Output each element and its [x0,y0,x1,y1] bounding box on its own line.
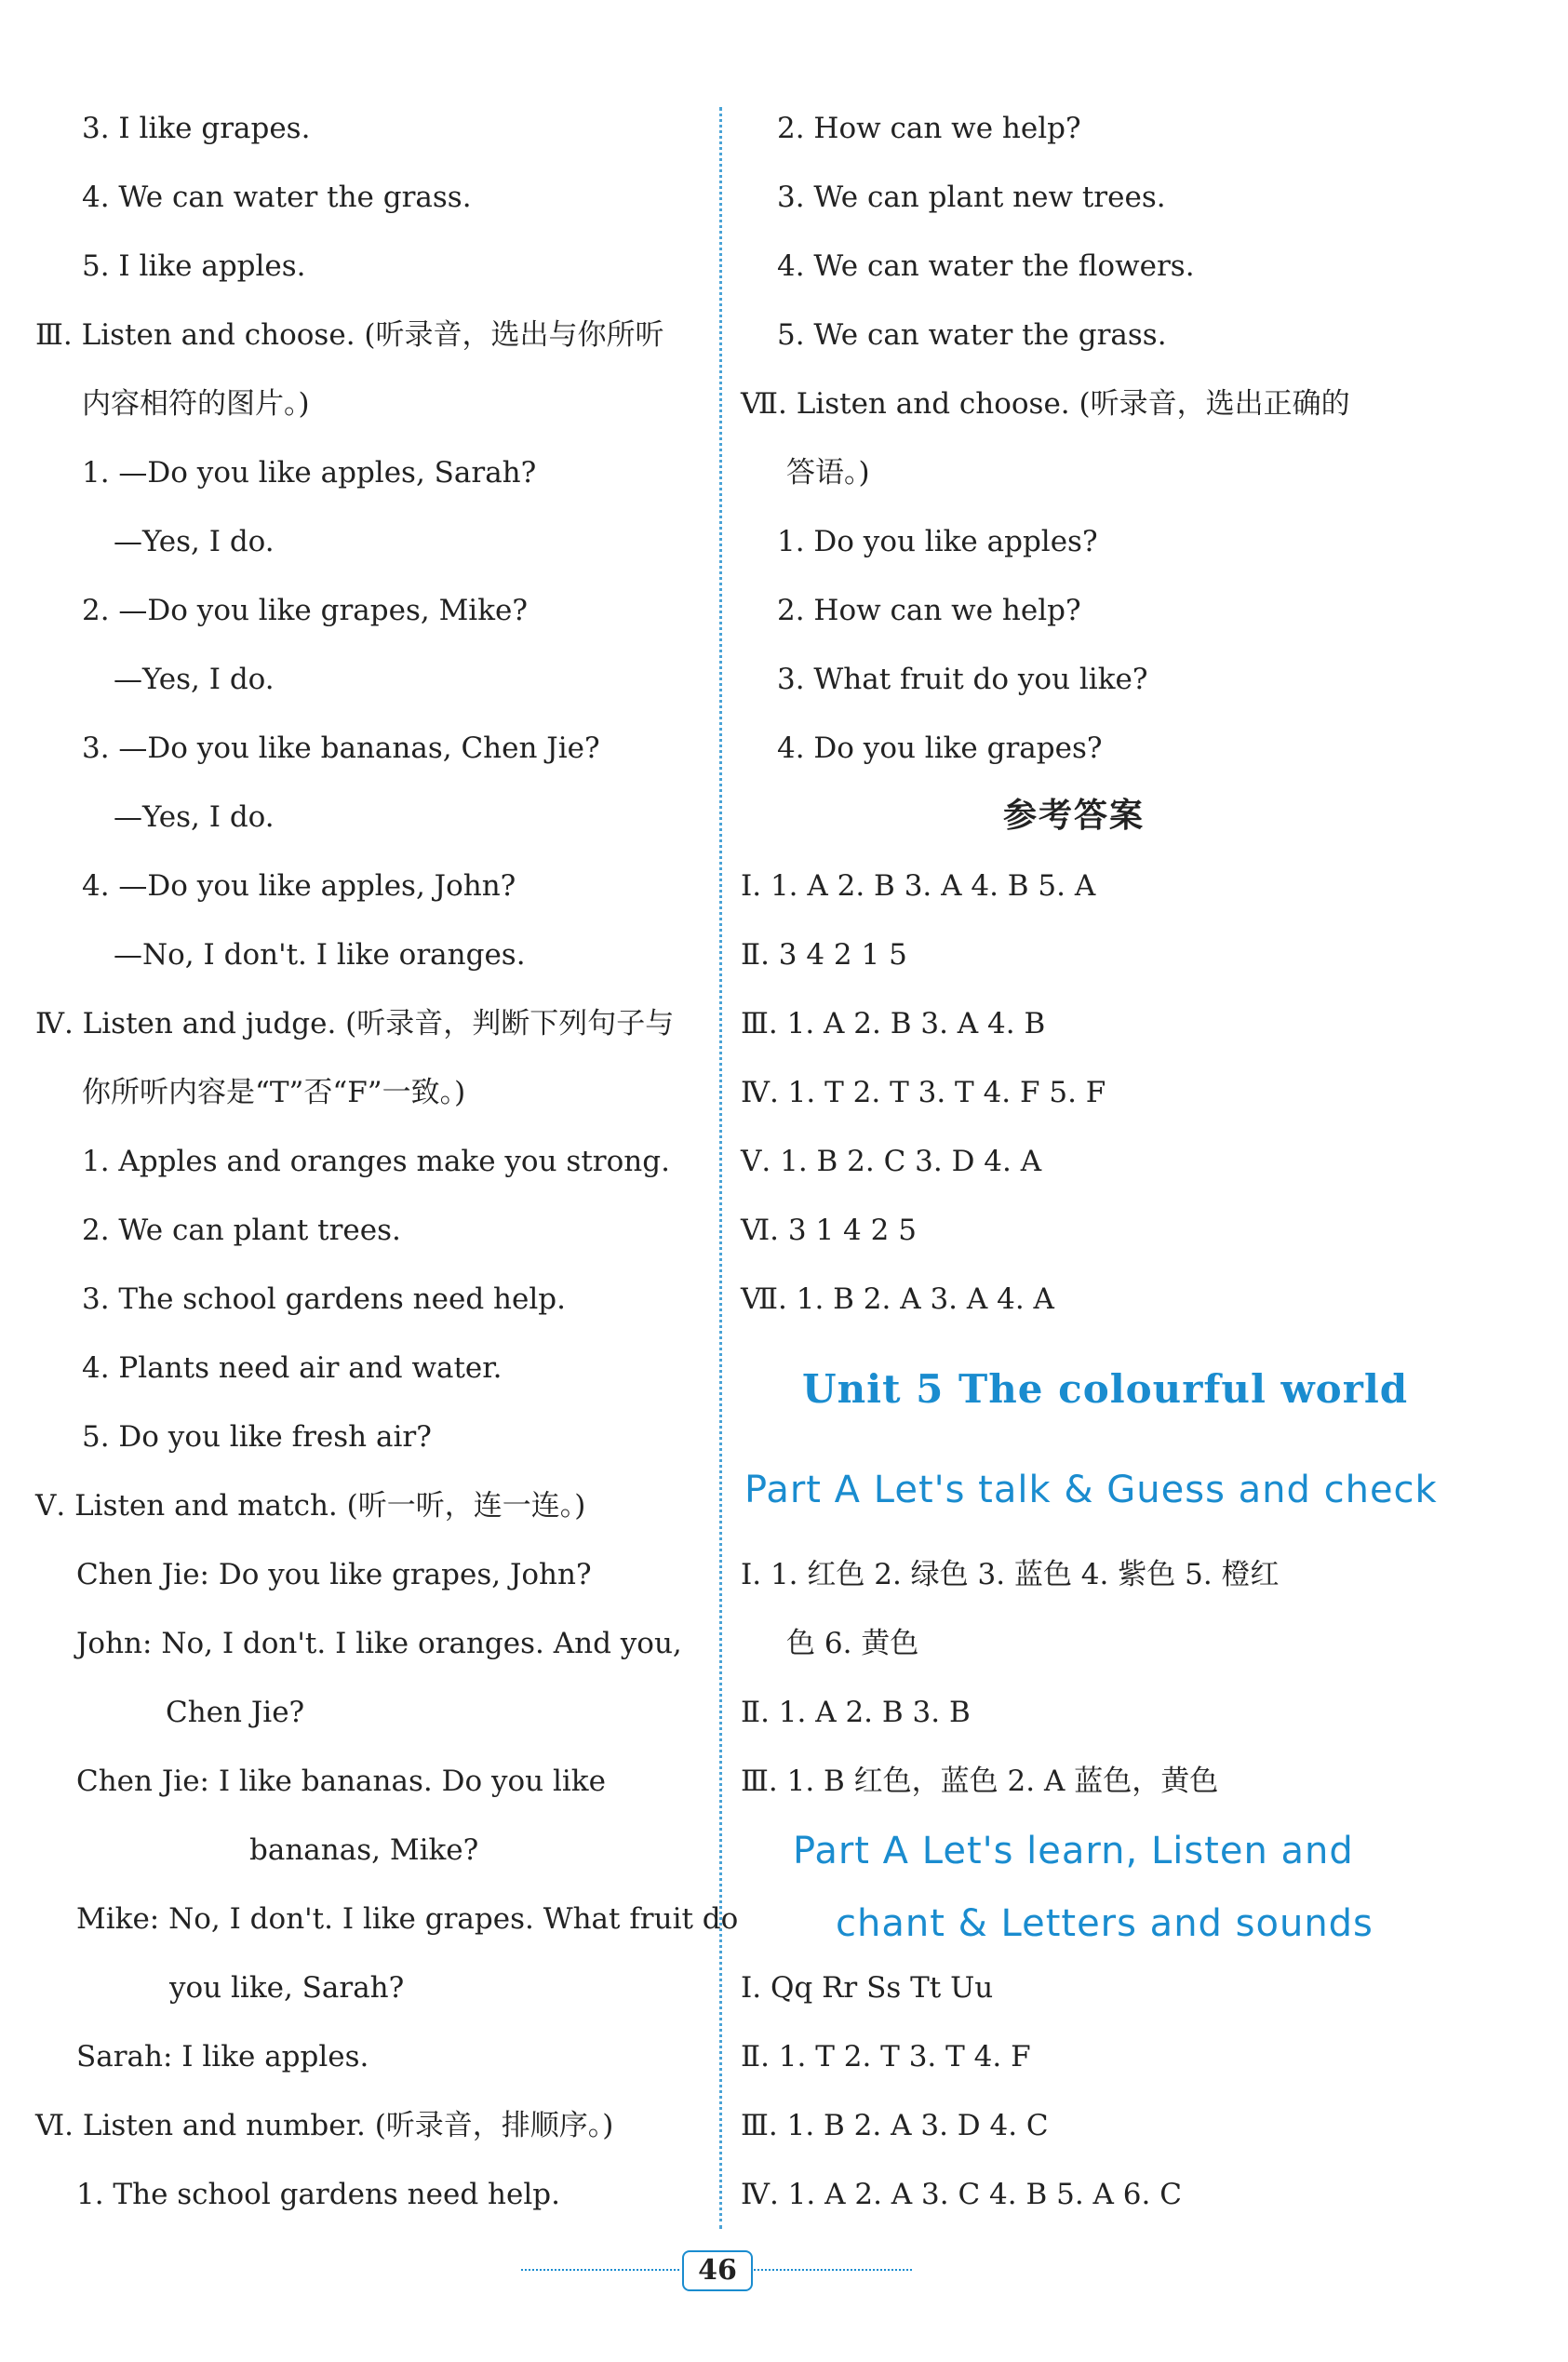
left-line: John: No, I don't. I like oranges. And you, [76,1627,682,1660]
left-line: bananas, Mike? [249,1833,479,1867]
left-line: Ⅲ. Listen and choose. (听录音，选出与你所听 [35,318,664,352]
left-line: you like, Sarah? [169,1971,405,2005]
right-line: Ⅰ. Qq Rr Ss Tt Uu [741,1971,994,2005]
right-line: 3. What fruit do you like? [777,663,1148,696]
right-line: Ⅴ. 1. B 2. C 3. D 4. A [741,1145,1042,1178]
right-line: 3. We can plant new trees. [777,181,1166,214]
right-line: Ⅰ. 1. 红色 2. 绿色 3. 蓝色 4. 紫色 5. 橙红 [741,1558,1280,1591]
page-number: 46 [682,2250,753,2291]
left-line: 5. I like apples. [82,249,306,283]
answer-key-heading: 参考答案 [1003,796,1146,835]
right-line: 4. Do you like grapes? [777,731,1103,765]
right-line: Ⅱ. 1. T 2. T 3. T 4. F [741,2040,1031,2073]
left-line: Mike: No, I don't. I like grapes. What fruit do [76,1902,739,1936]
right-line: Ⅲ. 1. B 红色，蓝色 2. A 蓝色，黄色 [741,1765,1219,1798]
right-line: Ⅶ. Listen and choose. (听录音，选出正确的 [741,387,1350,421]
right-line: 2. How can we help? [777,594,1081,627]
left-line: Chen Jie: Do you like grapes, John? [76,1558,592,1591]
right-line: 1. Do you like apples? [777,525,1098,558]
right-line: 2. How can we help? [777,112,1081,145]
part-a-learn-title-line1: Part A Let's learn, Listen and [793,1830,1354,1872]
left-line: 5. Do you like fresh air? [82,1420,432,1454]
left-line: Chen Jie: I like bananas. Do you like [76,1765,606,1798]
left-line: —No, I don't. I like oranges. [114,938,526,972]
left-line: 3. The school gardens need help. [82,1282,566,1316]
part-a-talk-title: Part A Let's talk & Guess and check [744,1469,1438,1511]
right-line: Ⅱ. 3 4 2 1 5 [741,938,907,972]
left-line: 4. Plants need air and water. [82,1351,503,1385]
left-line: Chen Jie? [166,1696,305,1729]
left-line: 2. We can plant trees. [82,1214,401,1247]
right-line: 5. We can water the grass. [777,318,1167,352]
left-line: —Yes, I do. [114,525,275,558]
left-line: 4. We can water the grass. [82,181,472,214]
right-line: 答语。) [786,456,870,490]
unit-title: Unit 5 The colourful world [802,1366,1409,1412]
right-line: Ⅶ. 1. B 2. A 3. A 4. A [741,1282,1054,1316]
left-line: 内容相符的图片。) [82,387,310,421]
left-line: —Yes, I do. [114,663,275,696]
left-line: 你所听内容是“T”否“F”一致。) [82,1076,466,1109]
page-rule-right [754,2269,912,2271]
part-a-learn-title-line2: chant & Letters and sounds [836,1902,1374,1945]
right-line: Ⅲ. 1. A 2. B 3. A 4. B [741,1007,1046,1040]
left-line: Ⅵ. Listen and number. (听录音，排顺序。) [35,2109,614,2142]
left-line: 3. I like grapes. [82,112,311,145]
left-line: 2. —Do you like grapes, Mike? [82,594,528,627]
page-rule-left [521,2269,679,2271]
left-line: 1. Apples and oranges make you strong. [82,1145,670,1178]
right-line: 4. We can water the flowers. [777,249,1195,283]
left-line: 1. The school gardens need help. [76,2178,560,2211]
right-line: Ⅲ. 1. B 2. A 3. D 4. C [741,2109,1049,2142]
left-line: 1. —Do you like apples, Sarah? [82,456,537,490]
left-line: —Yes, I do. [114,800,275,834]
left-line: Ⅳ. Listen and judge. (听录音，判断下列句子与 [35,1007,675,1040]
left-line: 4. —Do you like apples, John? [82,869,516,903]
right-line: Ⅰ. 1. A 2. B 3. A 4. B 5. A [741,869,1096,903]
left-line: Ⅴ. Listen and match. (听一听，连一连。) [35,1489,586,1523]
left-line: 3. —Do you like bananas, Chen Jie? [82,731,600,765]
right-line: Ⅱ. 1. A 2. B 3. B [741,1696,971,1729]
right-line: Ⅳ. 1. T 2. T 3. T 4. F 5. F [741,1076,1106,1109]
right-line: Ⅵ. 3 1 4 2 5 [741,1214,917,1247]
left-line: Sarah: I like apples. [76,2040,369,2073]
right-line: 色 6. 黄色 [786,1627,919,1660]
right-line: Ⅳ. 1. A 2. A 3. C 4. B 5. A 6. C [741,2178,1182,2211]
column-divider [719,107,722,2229]
